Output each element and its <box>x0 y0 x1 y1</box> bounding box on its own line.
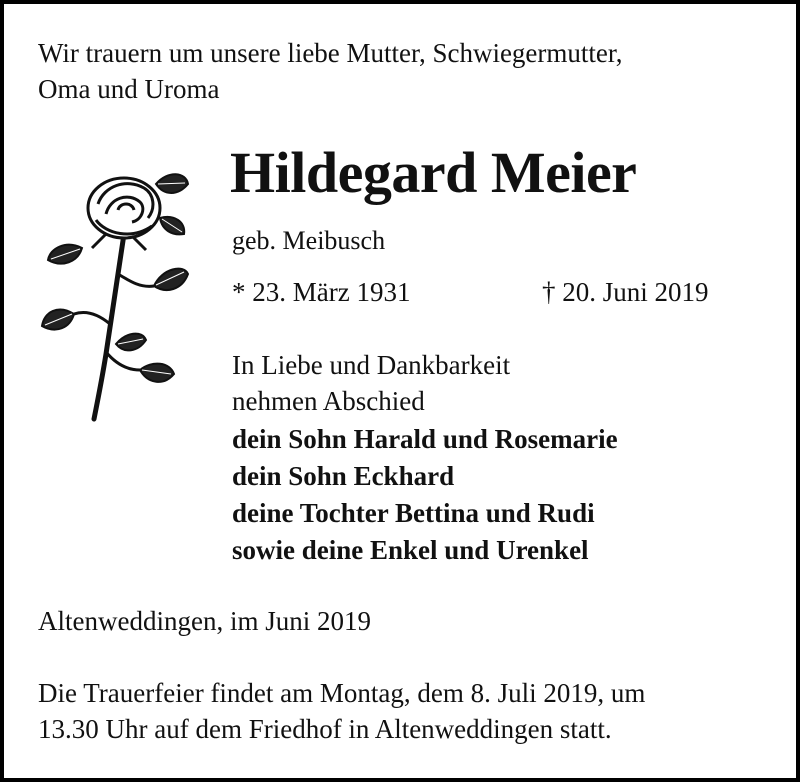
farewell-line-2: nehmen Abschied <box>232 386 425 416</box>
family-line: sowie deine Enkel und Urenkel <box>232 535 589 565</box>
intro-line-1: Wir trauern um unsere liebe Mutter, Schwiegermutter, <box>38 38 623 68</box>
birth-date: * 23. März 1931 <box>232 277 411 307</box>
deceased-name: Hildegard Meier <box>230 140 637 205</box>
family-line: deine Tochter Bettina und Rudi <box>232 498 595 528</box>
family-line: dein Sohn Harald und Rosemarie <box>232 424 618 454</box>
intro-line-2: Oma und Uroma <box>38 74 220 104</box>
rose-icon <box>36 164 196 424</box>
farewell-line-1: In Liebe und Dankbarkeit <box>232 350 511 380</box>
funeral-info-line-2: 13.30 Uhr auf dem Friedhof in Altenweddingen statt. <box>38 714 612 744</box>
funeral-info-line-1: Die Trauerfeier findet am Montag, dem 8. Juli 2019, um <box>38 678 646 708</box>
death-date: † 20. Juni 2019 <box>542 277 709 307</box>
place-and-date: Altenweddingen, im Juni 2019 <box>38 606 371 636</box>
family-line: dein Sohn Eckhard <box>232 461 455 491</box>
maiden-name: geb. Meibusch <box>232 226 386 255</box>
